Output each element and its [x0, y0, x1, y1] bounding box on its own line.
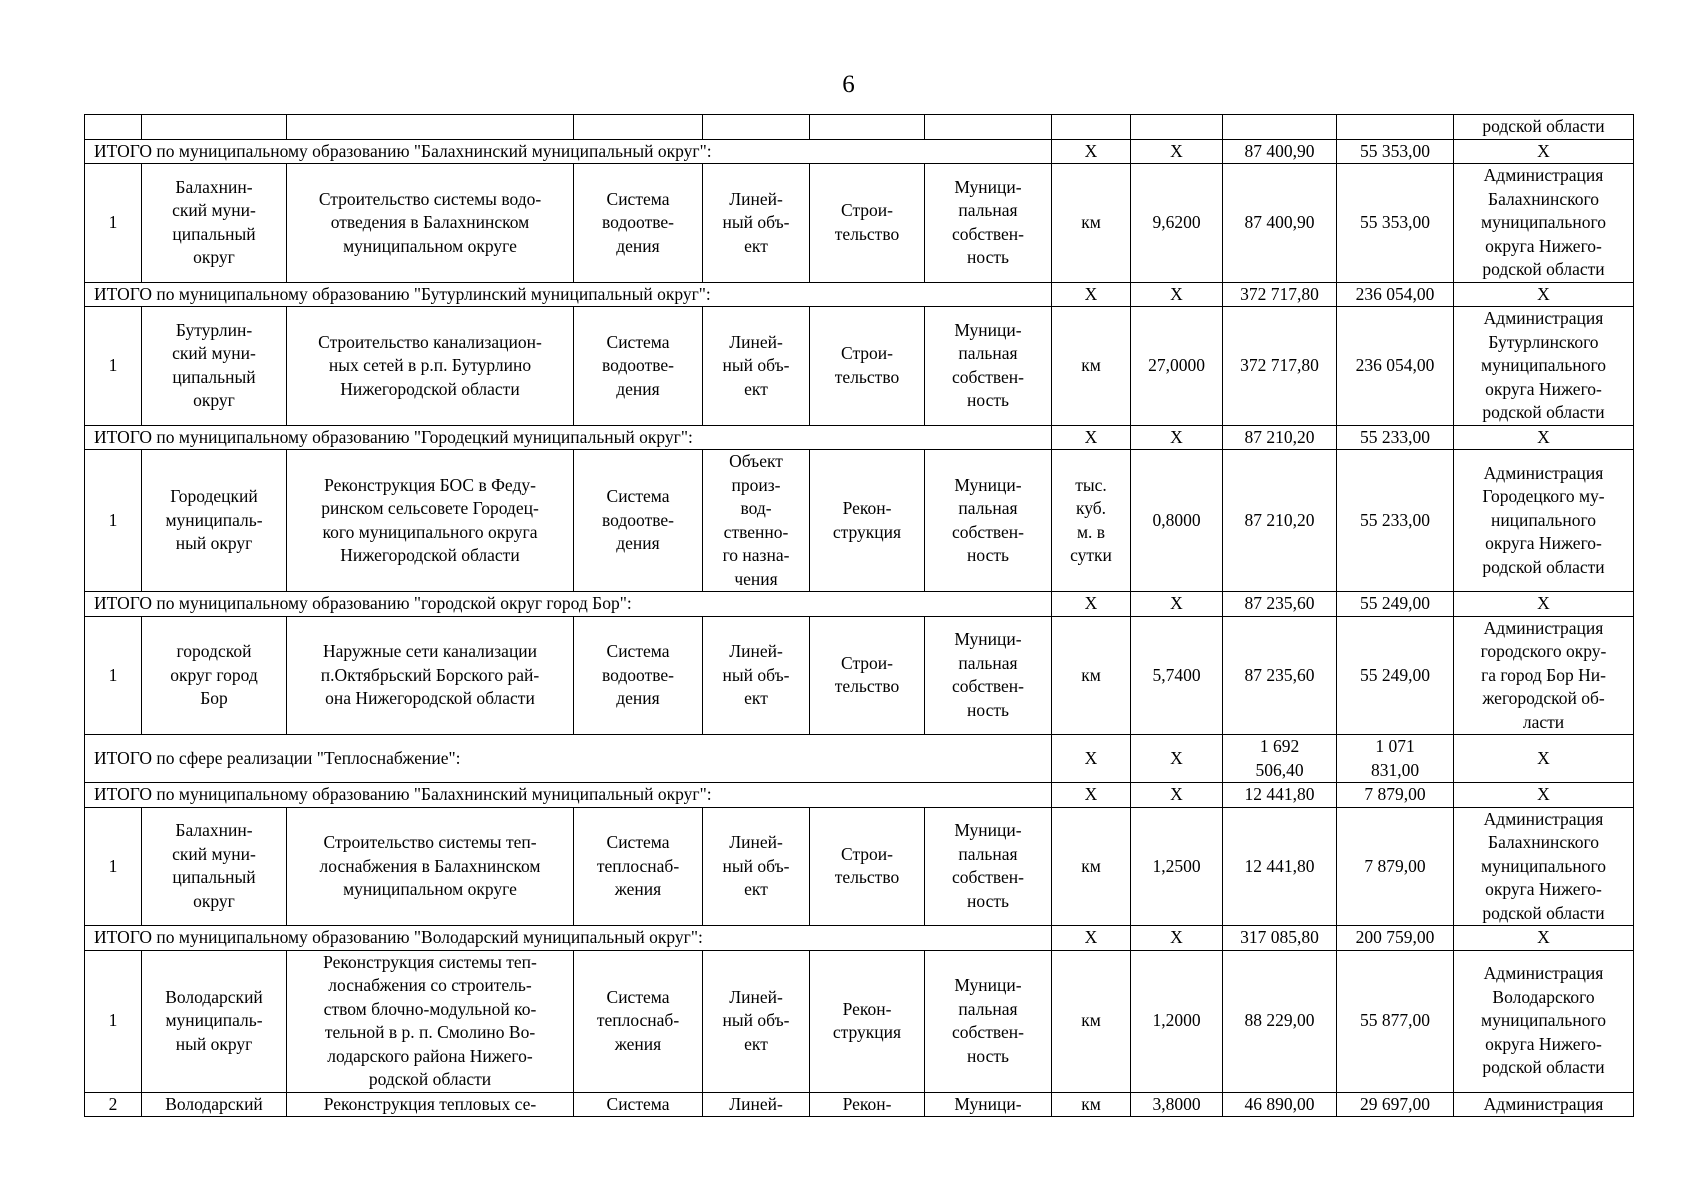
unit-cell: Х — [1052, 783, 1131, 808]
funding-cell: 55 233,00 — [1337, 450, 1454, 592]
row-number: 1 — [85, 164, 142, 283]
unit-cell: км — [1052, 1092, 1131, 1117]
cost-cell: 1 692 506,40 — [1223, 735, 1337, 783]
object-name-cell: Наружные сети канализации п.Октябрьский Борского рай- она Нижегородской области — [287, 616, 574, 735]
municipality-total-row — [85, 139, 1634, 164]
unit-cell: км — [1052, 807, 1131, 926]
administrator-cell: Администрация Володарского муниципального округа Нижего- родской области — [1454, 950, 1634, 1092]
work-type-cell: Строи- тельство — [810, 616, 925, 735]
funding-cell: 1 071 831,00 — [1337, 735, 1454, 783]
capacity-cell: 0,8000 — [1131, 450, 1223, 592]
unit-cell: км — [1052, 307, 1131, 426]
total-label: ИТОГО по муниципальному образованию "Бутурлинский муниципальный округ": — [85, 282, 1052, 307]
administrator-cell: Администрация городского окру- га город Бор Ни- жегородской об- ласти — [1454, 616, 1634, 735]
funding-cell: 55 877,00 — [1337, 950, 1454, 1092]
capacity-cell: 27,0000 — [1131, 307, 1223, 426]
table-row — [85, 1092, 1634, 1117]
administrator-cell: Х — [1454, 592, 1634, 617]
system-cell: Система — [574, 1092, 703, 1117]
funding-cell: 55 353,00 — [1337, 139, 1454, 164]
capacity-cell: Х — [1131, 592, 1223, 617]
municipality-cell: Володарский — [142, 1092, 287, 1117]
object-name-cell: Реконструкция БОС в Феду- ринском сельсовете Городец- кого муниципального округа Нижегородской области — [287, 450, 574, 592]
municipality-cell: Городецкий муниципаль- ный округ — [142, 450, 287, 592]
cost-cell: 87 235,60 — [1223, 592, 1337, 617]
row-number: 1 — [85, 307, 142, 426]
municipality-cell: городской округ город Бор — [142, 616, 287, 735]
object-type-cell: Линей- ный объ- ект — [703, 307, 810, 426]
cost-cell: 372 717,80 — [1223, 282, 1337, 307]
ownership-cell: Муници- пальная собствен- ность — [925, 950, 1052, 1092]
unit-cell: Х — [1052, 735, 1131, 783]
cost-cell: 46 890,00 — [1223, 1092, 1337, 1117]
cost-cell: 372 717,80 — [1223, 307, 1337, 426]
object-type-cell: Линей- ный объ- ект — [703, 950, 810, 1092]
cost-cell: 12 441,80 — [1223, 783, 1337, 808]
work-type-cell: Рекон- струкция — [810, 950, 925, 1092]
capacity-cell: Х — [1131, 783, 1223, 808]
funding-cell: 236 054,00 — [1337, 282, 1454, 307]
administrator-cell: Администрация Бутурлинского муниципального округа Нижего- родской области — [1454, 307, 1634, 426]
ownership-cell: Муници- пальная собствен- ность — [925, 807, 1052, 926]
system-cell: Система теплоснаб- жения — [574, 807, 703, 926]
municipality-total-row — [85, 926, 1634, 951]
administrator-cell: Х — [1454, 926, 1634, 951]
unit-cell: Х — [1052, 926, 1131, 951]
ownership-cell: Муници- пальная собствен- ность — [925, 307, 1052, 426]
capacity-cell: 3,8000 — [1131, 1092, 1223, 1117]
administrator-cell: Х — [1454, 783, 1634, 808]
funding-cell: 29 697,00 — [1337, 1092, 1454, 1117]
work-type-cell: Строи- тельство — [810, 164, 925, 283]
administrator-cell: родской области — [1454, 115, 1634, 140]
unit-cell: Х — [1052, 592, 1131, 617]
table-row — [85, 164, 1634, 283]
capacity-cell: 5,7400 — [1131, 616, 1223, 735]
investment-program-table — [84, 114, 1634, 1117]
funding-cell: 55 249,00 — [1337, 592, 1454, 617]
funding-cell: 200 759,00 — [1337, 926, 1454, 951]
row-number: 1 — [85, 950, 142, 1092]
unit-cell: км — [1052, 950, 1131, 1092]
cost-cell: 12 441,80 — [1223, 807, 1337, 926]
administrator-cell: Х — [1454, 735, 1634, 783]
unit-cell: км — [1052, 616, 1131, 735]
total-label: ИТОГО по муниципальному образованию "Балахнинский муниципальный округ": — [85, 783, 1052, 808]
cost-cell: 87 400,90 — [1223, 139, 1337, 164]
unit-cell: Х — [1052, 139, 1131, 164]
system-cell: Система водоотве- дения — [574, 307, 703, 426]
cost-cell: 87 210,20 — [1223, 425, 1337, 450]
total-label: ИТОГО по муниципальному образованию "городской округ город Бор": — [85, 592, 1052, 617]
municipality-total-row — [85, 592, 1634, 617]
table-row — [85, 616, 1634, 735]
municipality-total-row — [85, 282, 1634, 307]
administrator-cell: Администрация Балахнинского муниципального округа Нижего- родской области — [1454, 164, 1634, 283]
administrator-cell: Администрация — [1454, 1092, 1634, 1117]
capacity-cell: Х — [1131, 926, 1223, 951]
object-name-cell: Реконструкция системы теп- лоснабжения со строитель- ством блочно-модульной ко- тельной в р. п. Смолино Во- лодарского района Нижего- родской области — [287, 950, 574, 1092]
row-number: 1 — [85, 450, 142, 592]
object-type-cell: Линей- ный объ- ект — [703, 164, 810, 283]
work-type-cell: Строи- тельство — [810, 807, 925, 926]
page-number: 6 — [842, 71, 855, 98]
system-cell: Система водоотве- дения — [574, 450, 703, 592]
unit-cell: Х — [1052, 282, 1131, 307]
cost-cell: 87 235,60 — [1223, 616, 1337, 735]
administrator-cell: Х — [1454, 139, 1634, 164]
row-number: 1 — [85, 807, 142, 926]
funding-cell: 7 879,00 — [1337, 807, 1454, 926]
cost-cell: 87 210,20 — [1223, 450, 1337, 592]
administrator-cell: Х — [1454, 425, 1634, 450]
object-type-cell: Линей- ный объ- ект — [703, 616, 810, 735]
row-number: 1 — [85, 616, 142, 735]
object-name-cell: Строительство системы водо- отведения в Балахнинском муниципальном округе — [287, 164, 574, 283]
capacity-cell: Х — [1131, 735, 1223, 783]
capacity-cell: 1,2500 — [1131, 807, 1223, 926]
municipality-total-row — [85, 425, 1634, 450]
object-name-cell: Реконструкция тепловых се- — [287, 1092, 574, 1117]
administrator-cell: Администрация Городецкого му- ниципального округа Нижего- родской области — [1454, 450, 1634, 592]
funding-cell: 55 249,00 — [1337, 616, 1454, 735]
carry-over-row — [85, 115, 1634, 140]
administrator-cell: Администрация Балахнинского муниципального округа Нижего- родской области — [1454, 807, 1634, 926]
capacity-cell: 1,2000 — [1131, 950, 1223, 1092]
ownership-cell: Муници- пальная собствен- ность — [925, 616, 1052, 735]
municipality-cell: Бутурлин- ский муни- ципальный округ — [142, 307, 287, 426]
cost-cell: 87 400,90 — [1223, 164, 1337, 283]
capacity-cell: Х — [1131, 139, 1223, 164]
object-name-cell: Строительство системы теп- лоснабжения в Балахнинском муниципальном округе — [287, 807, 574, 926]
table-row — [85, 807, 1634, 926]
work-type-cell: Строи- тельство — [810, 307, 925, 426]
capacity-cell: Х — [1131, 282, 1223, 307]
funding-cell: 55 233,00 — [1337, 425, 1454, 450]
total-label: ИТОГО по муниципальному образованию "Городецкий муниципальный округ": — [85, 425, 1052, 450]
ownership-cell: Муници- пальная собствен- ность — [925, 164, 1052, 283]
municipality-cell: Балахнин- ский муни- ципальный округ — [142, 164, 287, 283]
funding-cell: 236 054,00 — [1337, 307, 1454, 426]
work-type-cell: Рекон- — [810, 1092, 925, 1117]
funding-cell: 7 879,00 — [1337, 783, 1454, 808]
object-type-cell: Объект произ- вод- ственно- го назна- чения — [703, 450, 810, 592]
total-label: ИТОГО по муниципальному образованию "Балахнинский муниципальный округ": — [85, 139, 1052, 164]
object-name-cell: Строительство канализацион- ных сетей в р.п. Бутурлино Нижегородской области — [287, 307, 574, 426]
table-row — [85, 450, 1634, 592]
system-cell: Система водоотве- дения — [574, 164, 703, 283]
ownership-cell: Муници- пальная собствен- ность — [925, 450, 1052, 592]
capacity-cell: Х — [1131, 425, 1223, 450]
sphere-total-label: ИТОГО по сфере реализации "Теплоснабжение": — [85, 735, 1052, 783]
sphere-total-row — [85, 735, 1634, 783]
total-label: ИТОГО по муниципальному образованию "Володарский муниципальный округ": — [85, 926, 1052, 951]
row-number: 2 — [85, 1092, 142, 1117]
work-type-cell: Рекон- струкция — [810, 450, 925, 592]
capacity-cell: 9,6200 — [1131, 164, 1223, 283]
system-cell: Система теплоснаб- жения — [574, 950, 703, 1092]
unit-cell: Х — [1052, 425, 1131, 450]
unit-cell: тыс. куб. м. в сутки — [1052, 450, 1131, 592]
cost-cell: 88 229,00 — [1223, 950, 1337, 1092]
table-row — [85, 307, 1634, 426]
table-row — [85, 950, 1634, 1092]
ownership-cell: Муници- — [925, 1092, 1052, 1117]
funding-cell: 55 353,00 — [1337, 164, 1454, 283]
municipality-total-row — [85, 783, 1634, 808]
municipality-cell: Балахнин- ский муни- ципальный округ — [142, 807, 287, 926]
cost-cell: 317 085,80 — [1223, 926, 1337, 951]
object-type-cell: Линей- ный объ- ект — [703, 807, 810, 926]
unit-cell: км — [1052, 164, 1131, 283]
system-cell: Система водоотве- дения — [574, 616, 703, 735]
administrator-cell: Х — [1454, 282, 1634, 307]
municipality-cell: Володарский муниципаль- ный округ — [142, 950, 287, 1092]
object-type-cell: Линей- — [703, 1092, 810, 1117]
